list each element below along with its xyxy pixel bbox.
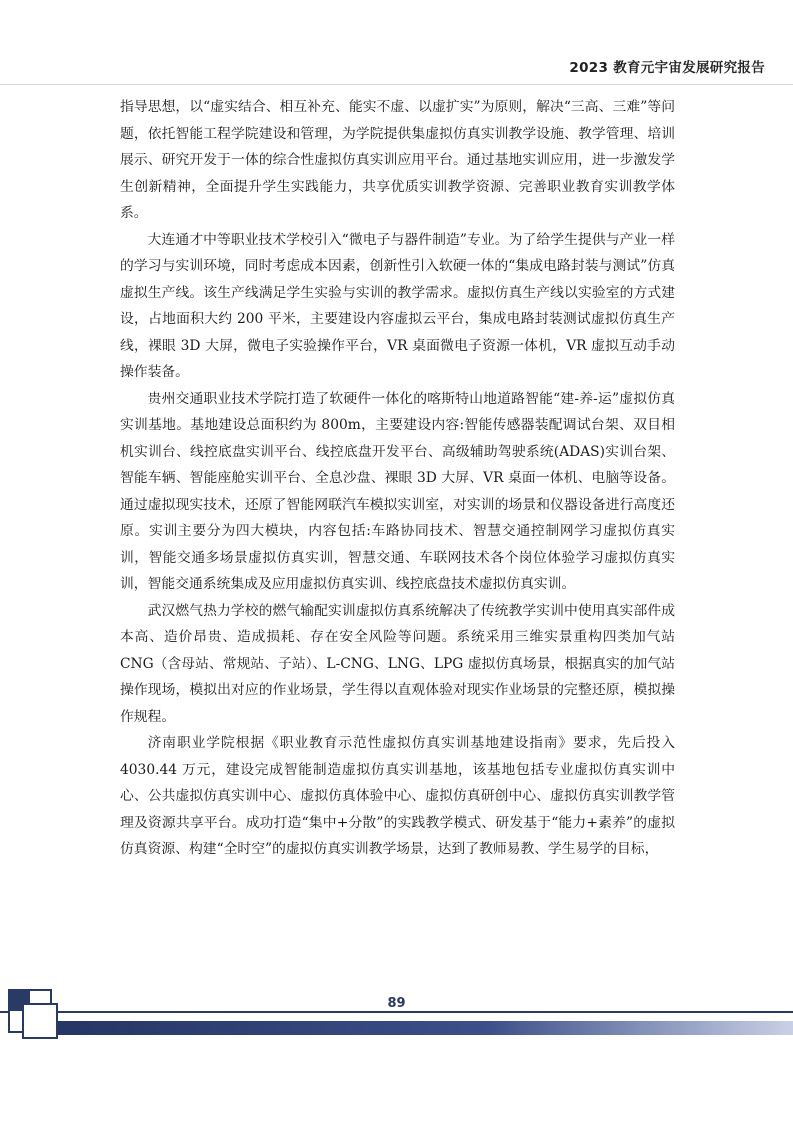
report-header-title: 2023 教育元宇宙发展研究报告 [569, 60, 765, 76]
paragraph-guizhou: 贵州交通职业技术学院打造了软硬件一体化的喀斯特山地道路智能“建-养-运”虚拟仿真实训基地。基地建设总面积约为 800m，主要建设内容:智能传感器装配调试台架、双目相机实训台、线控底盘实训平台、线控底盘开发平台、高级辅助驾驶系统(ADAS)实训台架、智能车辆、智能座舱实训平台、全息沙盘、裸眼 3D 大屏、VR 桌面一体机、电脑等设备。通过虚拟现实技术，还原了智能网联汽车模拟实训室，对实训的场景和仪器设备进行高度还原。实训主要分为四大模块，内容包括:车路协同技术、智慧交通控制网学习虚拟仿真实训，智能交通多场景虚拟仿真实训，智慧交通、车联网技术各个岗位体验学习虚拟仿真实训，智能交通系统集成及应用虚拟仿真实训、线控底盘技术虚拟仿真实训。 [120, 390, 675, 592]
body-text [120, 94, 675, 863]
footer-gradient-bar [30, 1021, 793, 1035]
paragraph-continuation: 指导思想，以“虚实结合、相互补充、能实不虚、以虚扩实”为原则，解决“三高、三难”等问题，依托智能工程学院建设和管理，为学院提供集虚拟仿真实训教学设施、教学管理、培训展示、研究开发于一体的综合性虚拟仿真实训应用平台。通过基地实训应用，进一步激发学生创新精神，全面提升学生实践能力，共享优质实训教学资源、完善职业教育实训教学体系。 [120, 99, 675, 221]
header-divider [0, 84, 793, 85]
paragraph-dalian: 大连通才中等职业技术学校引入“微电子与器件制造”专业。为了给学生提供与产业一样的学习与实训环境，同时考虑成本因素，创新性引入软硬一体的“集成电路封装与测试”仿真虚拟生产线。该生产线满足学生实验与实训的教学需求。虚拟仿真生产线以实验室的方式建设，占地面积大约 200 平米，主要建设内容虚拟云平台，集成电路封装测试虚拟仿真生产线，裸眼 3D 大屏，微电子实验操作平台，VR 桌面微电子资源一体机，VR 虚拟互动手动操作装备。 [120, 231, 675, 380]
page-number: 89 [387, 996, 406, 1011]
paragraph-jinan: 济南职业学院根据《职业教育示范性虚拟仿真实训基地建设指南》要求，先后投入 4030.44 万元，建设完成智能制造虚拟仿真实训基地，该基地包括专业虚拟仿真实训中心、公共虚拟仿真实训中心、虚拟仿真体验中心、虚拟仿真研创中心、虚拟仿真实训教学管理及资源共享平台。成功打造“集中+分散”的实践教学模式、研发基于“能力+素养”的虚拟仿真资源、构建“全时空”的虚拟仿真实训教学场景，达到了教师易教、学生易学的目标， [120, 735, 675, 857]
footer-rule [0, 1011, 793, 1013]
paragraph-wuhan: 武汉燃气热力学校的燃气输配实训虚拟仿真系统解决了传统教学实训中使用真实部件成本高、造价昂贵、造成损耗、存在安全风险等问题。系统采用三维实景重构四类加气站 CNG（含母站、常规站、子站）、L-CNG、LNG、LPG 虚拟仿真场景，根据真实的加气站操作现场，模拟出对应的作业场景，学生得以直观体验对现实作业场景的完整还原，模拟操作规程。 [120, 602, 675, 725]
